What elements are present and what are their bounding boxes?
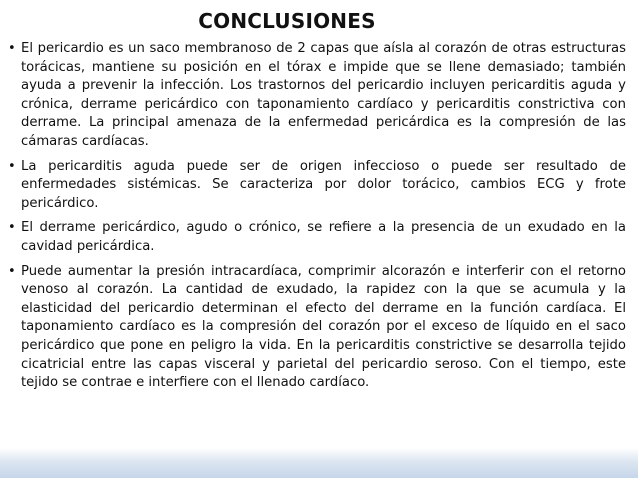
bullet-text: La pericarditis aguda puede ser de origen infeccioso o puede ser resultado de enfermedades sistémicas. Se caracteriza por dolor torácico, cambios ECG y frote pericárdico. bbox=[21, 158, 626, 211]
bullet-marker: • bbox=[8, 263, 16, 279]
bullet-item-1 bbox=[8, 40, 626, 152]
bullet-item-2 bbox=[8, 158, 626, 214]
bullet-marker: • bbox=[8, 41, 16, 56]
bullet-text: El derrame pericárdico, agudo o crónico, se refiere a la presencia de un exudado en la cavidad pericárdica. bbox=[21, 220, 626, 254]
bullet-marker: • bbox=[8, 158, 16, 174]
bullet-list bbox=[8, 40, 626, 399]
bullet-item-4 bbox=[8, 263, 626, 393]
bullet-text: El pericardio es un saco membranoso de 2 capas que aísla al corazón de otras estructuras torácicas, mantiene su posición en el tórax e impide que se llene demasiado; también ayuda a prevenir la infección. Los trastornos del pericardio incluyen pericarditis aguda y crónica, derrame pericárdico con taponamiento cardíaco y pericarditis constrictiva con derrame. La principal amenaza de la enfermedad pericárdica es la compresión de las cámaras cardíacas. bbox=[21, 41, 626, 149]
bullet-text: Puede aumentar la presión intracardíaca, comprimir alcorazón e interferir con el retorno venoso al corazón. La cantidad de exudado, la rapidez con la que se acumula y la elasticidad del pericardio determinan el efecto del derrame en la función cardíaca. El taponamiento cardíaco es la compresión del corazón por el exceso de líquido en el saco pericárdico que pone en peligro la vida. En la pericarditis constrictive se desarrolla tejido cicatricial entre las capas visceral y parietal del pericardio seroso. Con el tiempo, este tejido se contrae e interfiere con el llenado cardíaco. bbox=[21, 263, 626, 391]
bullet-marker: • bbox=[8, 220, 16, 236]
slide-title: CONCLUSIONES bbox=[198, 9, 376, 33]
footer-gradient-band bbox=[0, 448, 638, 478]
bullet-item-3 bbox=[8, 219, 626, 256]
